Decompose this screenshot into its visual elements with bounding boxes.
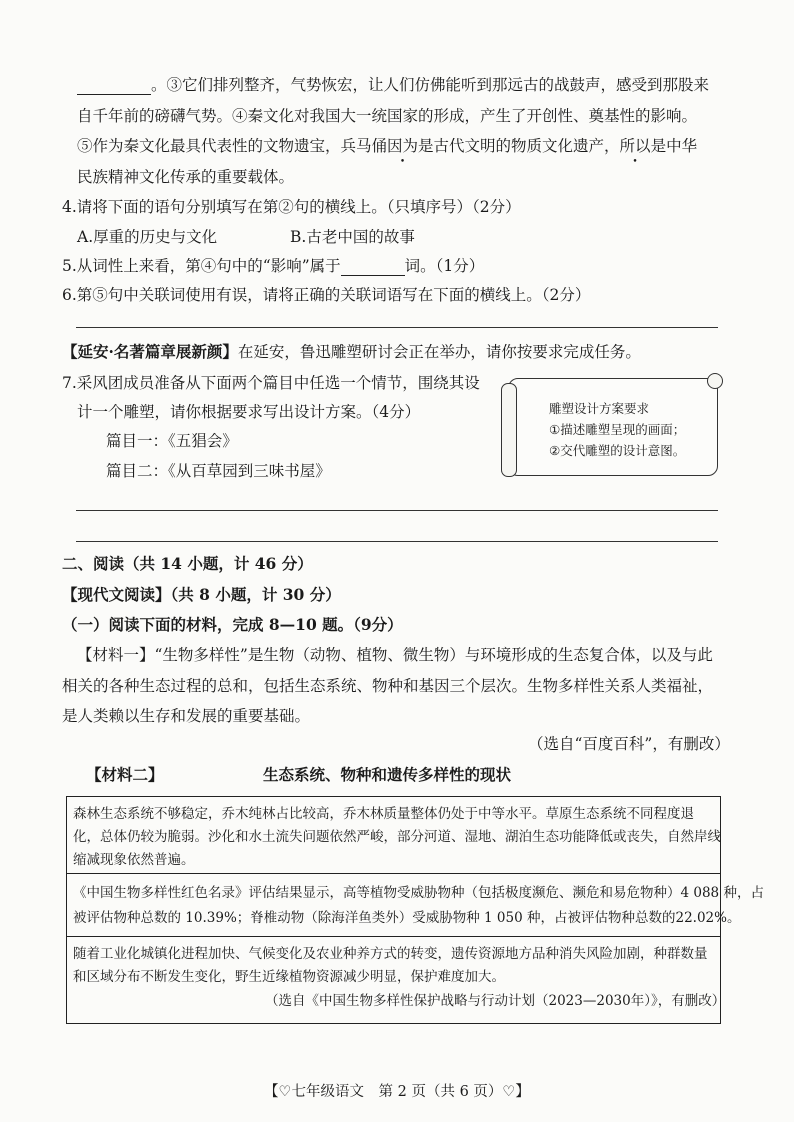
part-1-instruction: （一）阅读下面的材料，完成 8—10 题。（9分） bbox=[62, 615, 403, 634]
material-1-line-2: 相关的各种生态过程的总和，包括生态系统、物种和基因三个层次。生物多样性关系人类福祉， bbox=[62, 677, 714, 695]
scroll-requirement-1: ①描述雕塑呈现的画面； bbox=[549, 422, 686, 437]
emphasized-connective: 所以 bbox=[619, 137, 651, 155]
question-7-piece-2: 篇目二：《从百草园到三味书屋》 bbox=[106, 462, 331, 480]
question-4-stem: 4.请将下面的语句分别填写在第②句的横线上。（只填序号）（2分） bbox=[62, 198, 521, 216]
emphasized-connective: 因为 bbox=[387, 137, 419, 155]
answer-line[interactable] bbox=[76, 541, 718, 542]
question-4-option-a: A.厚重的历史与文化 bbox=[77, 228, 218, 246]
modern-reading-title: 【现代文阅读】（共 8 小题，计 30 分） bbox=[62, 585, 341, 604]
table-row: 《中国生物多样性红色名录》评估结果显示，高等植物受威胁物种（包括极度濒危、濒危和易危物种）4 088 种，占 被评估物种总数的 10.39%；脊椎动物（除海洋鱼类外）受威胁物种 1 050 种，占被评估物种总数的22.02%。 bbox=[67, 874, 720, 937]
status-table bbox=[66, 796, 764, 1024]
section-2-title: 二、阅读（共 14 小题，计 46 分） bbox=[62, 554, 313, 573]
material-1-line-3: 是人类赖以生存和发展的重要基础。 bbox=[62, 707, 311, 725]
scroll-roll-right bbox=[707, 373, 723, 389]
question-7-piece-1: 篇目一：《五猖会》 bbox=[106, 432, 238, 450]
paragraph-line-4: 民族精神文化传承的重要载体。 bbox=[77, 168, 295, 186]
material-2-title: 生态系统、物种和遗传多样性的现状 bbox=[263, 765, 512, 784]
fill-blank bbox=[77, 78, 151, 95]
answer-blank[interactable] bbox=[341, 259, 405, 276]
scroll-title: 雕塑设计方案要求 bbox=[549, 401, 650, 416]
yanan-section: 【延安·名著篇章展新颜】在延安，鲁迅雕塑研讨会正在举办，请你按要求完成任务。 bbox=[62, 342, 641, 361]
question-4-option-b: B.古老中国的故事 bbox=[290, 228, 415, 246]
material-2-label: 【材料二】 bbox=[86, 765, 164, 784]
scroll-requirement-2: ②交代雕塑的设计意图。 bbox=[549, 443, 686, 458]
question-6-stem: 6.第⑤句中关联词使用有误，请将正确的关联词语写在下面的横线上。（2分） bbox=[62, 286, 591, 304]
scroll-roll-left bbox=[501, 383, 517, 477]
paragraph-line-3: ⑤作为秦文化最具代表性的文物遗宝，兵马俑因为是古代文明的物质文化遗产，所以是中华 bbox=[77, 137, 698, 155]
material-2-source: （选自《中国生物多样性保护战略与行动计划（2023—2030年）》，有删改） bbox=[265, 993, 726, 1009]
question-7-line-1: 7.采风团成员准备从下面两个篇目中任选一个情节，围绕其设 bbox=[62, 374, 480, 392]
material-1-line-1: 【材料一】“生物多样性”是生物（动物、植物、微生物）与环境形成的生态复合体，以及与此 bbox=[77, 646, 713, 664]
table-row: 随着工业化城镇化进程加快、气候变化及农业种养方式的转变，遗传资源地方品种消失风险加剧，种群数量 和区域分布不断发生变化，野生近缘植物资源减少明显，保护难度加大。 （选自《中国生物多样性保护战略与行动计划（2023—2030年）》，有删改） bbox=[73, 946, 726, 1009]
paragraph-line-2: 自千年前的磅礴气势。④秦文化对我国大一统国家的形成，产生了开创性、奠基性的影响。 bbox=[77, 107, 698, 125]
page-footer: 【♡七年级语文 第 2 页（共 6 页）♡】 bbox=[264, 1084, 530, 1100]
table-row: 森林生态系统不够稳定，乔木纯林占比较高，乔木林质量整体仍处于中等水平。草原生态系统不同程度退 化，总体仍较为脆弱。沙化和水土流失问题依然严峻，部分河道、湿地、湖泊生态功能降低或丧失，自然岸线 缩减现象依然普遍。 bbox=[67, 797, 720, 874]
material-1-source: （选自“百度百科”，有删改） bbox=[528, 735, 730, 753]
paragraph-line-1: 。③它们排列整齐，气势恢宏，让人们仿佛能听到那远古的战鼓声，感受到那股来 bbox=[77, 75, 709, 95]
requirements-scroll bbox=[508, 378, 718, 476]
question-7-line-2: 计一个雕塑，请你根据要求写出设计方案。（4分） bbox=[77, 403, 421, 421]
question-5: 5.从词性上来看，第④句中的“影响”属于 词。（1分） bbox=[62, 257, 485, 275]
section-label: 【延安·名著篇章展新颜】 bbox=[62, 342, 238, 361]
answer-line[interactable] bbox=[76, 510, 718, 511]
answer-line[interactable] bbox=[76, 327, 718, 328]
